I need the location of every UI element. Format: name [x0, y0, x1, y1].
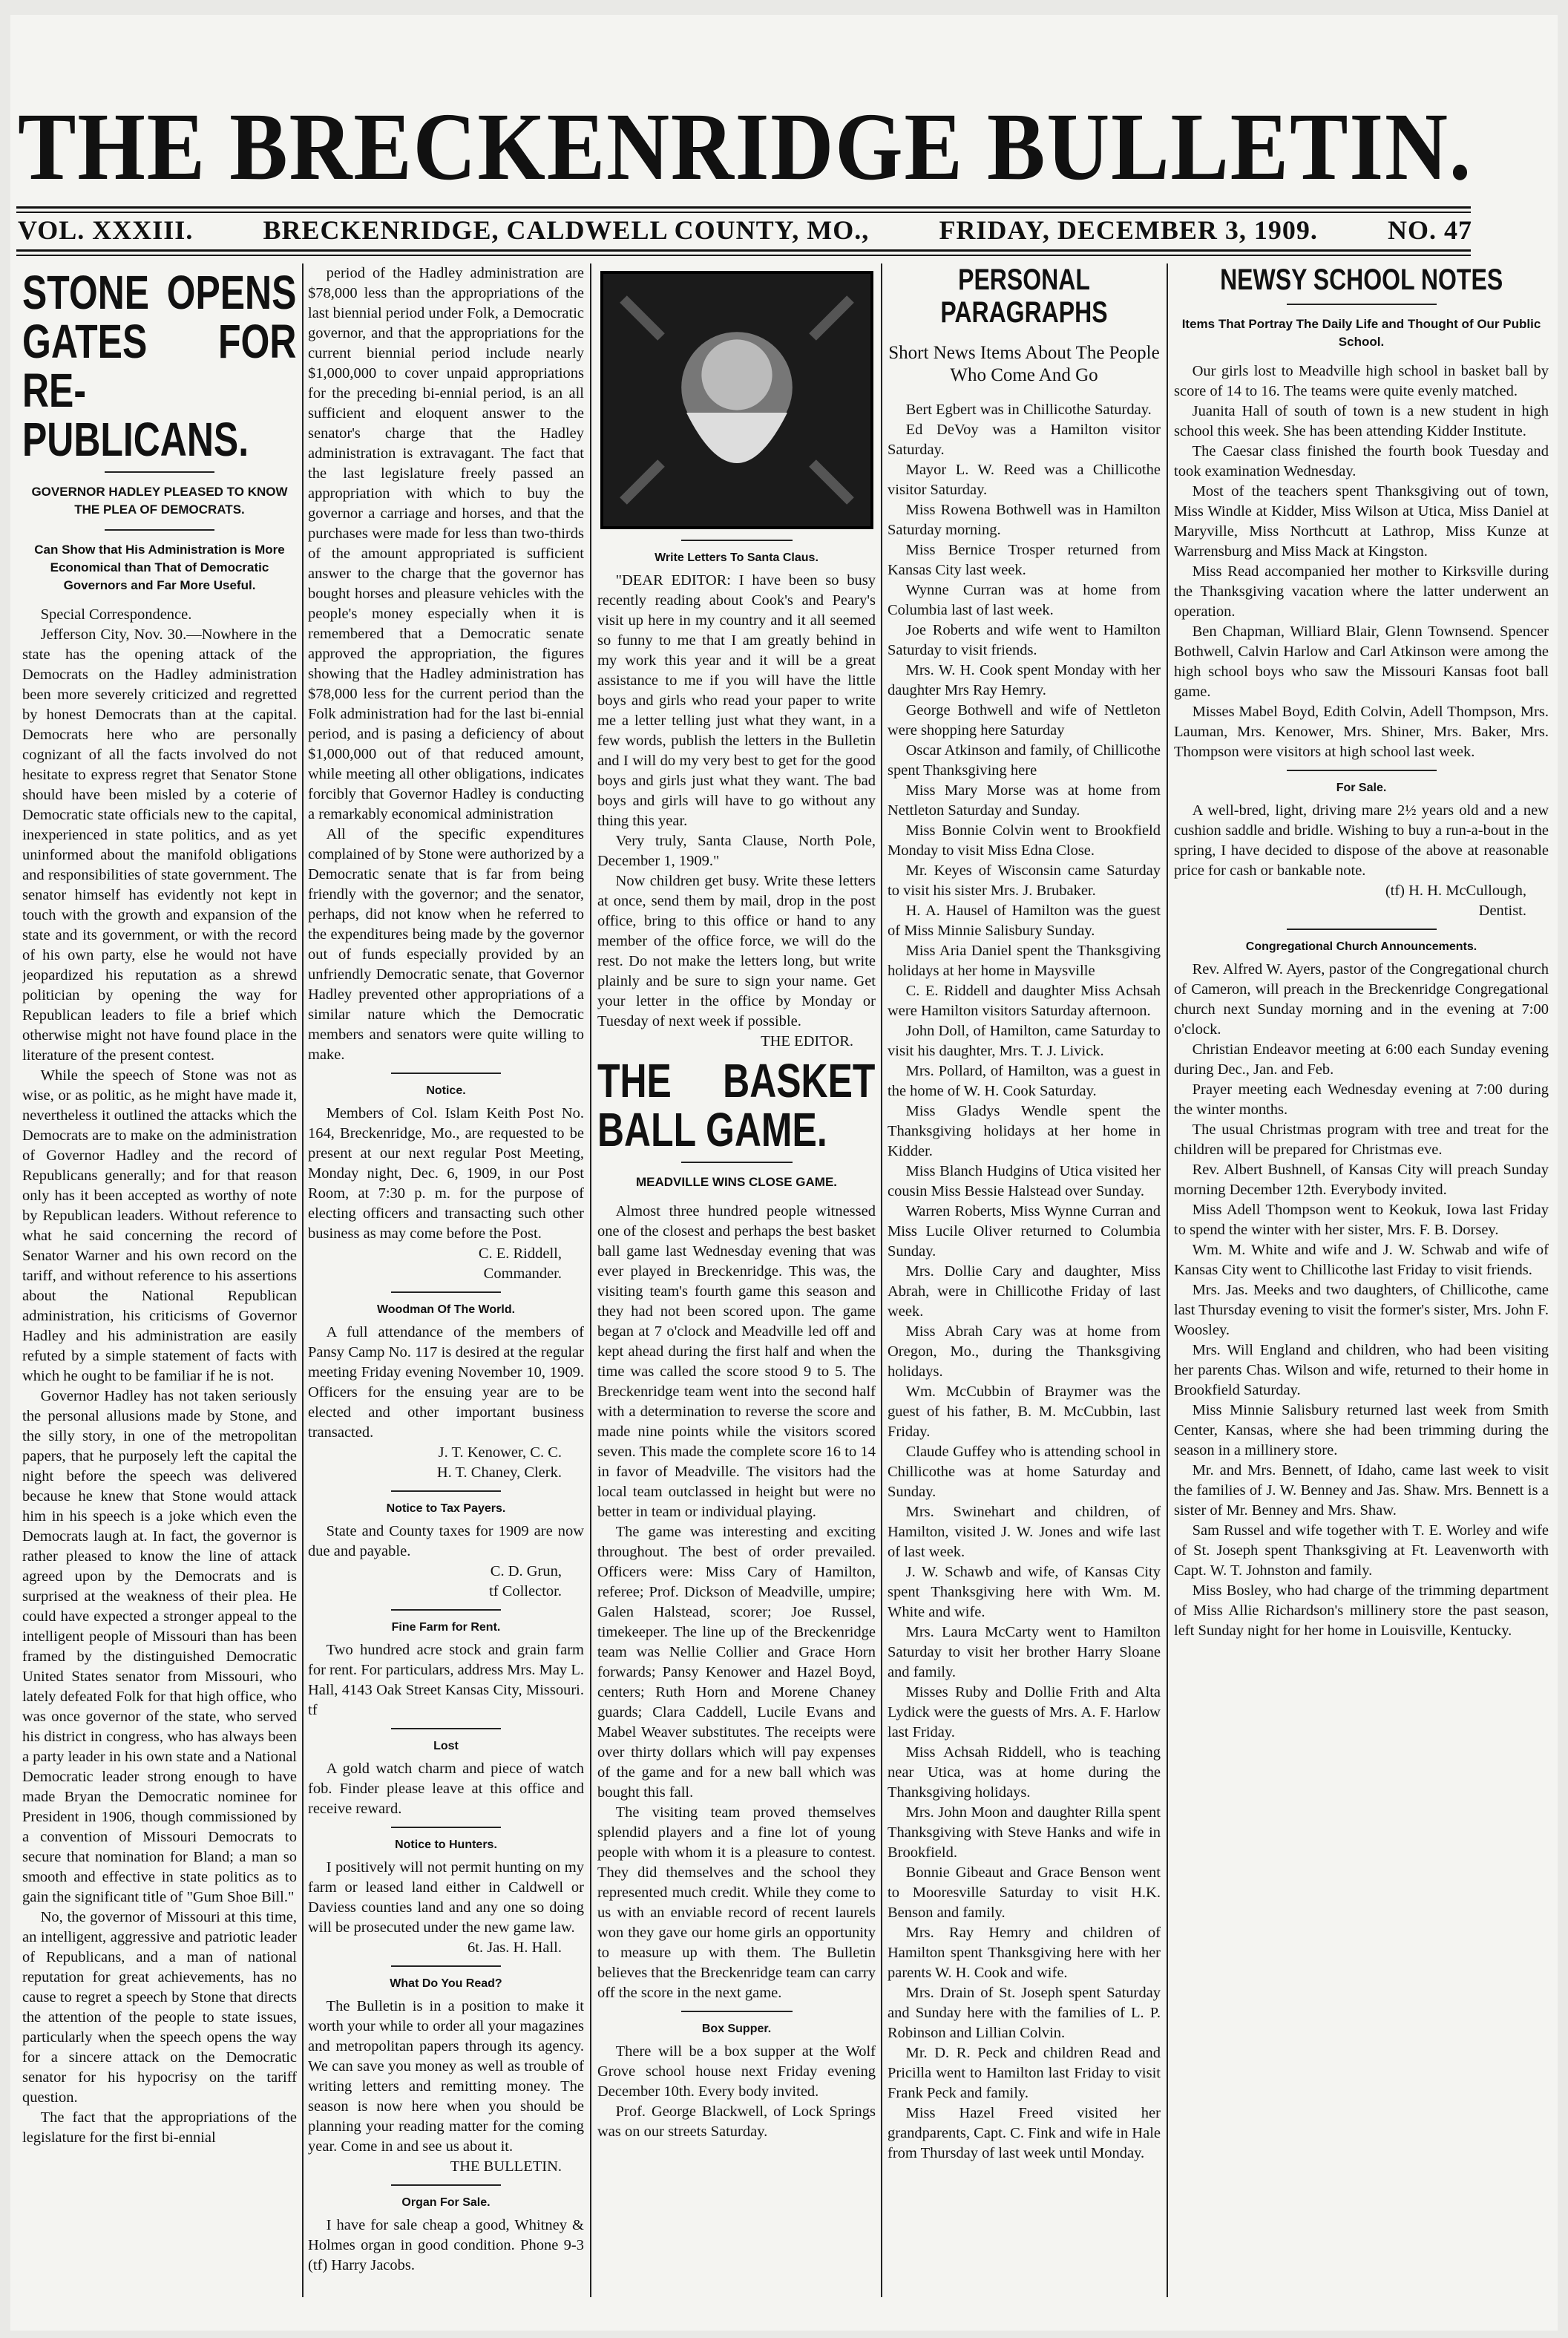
deck: MEADVILLE WINS CLOSE GAME.	[635, 1175, 838, 1189]
article-heading: Box Supper.	[701, 2023, 772, 2035]
paragraph: Oscar Atkinson and family, of Chillicothe spent Thanksgiving here	[888, 742, 1161, 779]
paragraph: Ed DeVoy was a Hamilton visitor Saturday.	[888, 422, 1161, 458]
paragraph: Miss Hazel Freed visited her grandparents, Capt. C. Fink and wife in Hale from Thursday of last week until Monday.	[888, 2105, 1161, 2161]
paragraph: Governor Hadley has not taken seriously the personal allusions made by Stone, and the silly story, in one of the metropolitan papers, that he purposely left the capital the night before the speech was delivered because he knew that Stone would attack him in his speech is a joke which even the Democrats laugh at. In fact, the governor is rather pleased to know the line of attack agreed upon by the Democrats and is surprised at the weakness of their plea. He could have expected a stronger appeal to the intelligent people of Missouri than has been framed by the distinguished Democratic United States senator from Missouri, who lately defeated Folk for that high office, who was once governor of the state, who served his district in congress, who has always been a party leader in his own state and a National Democratic leader strong enough to have made Bryan the Democratic nominee for President in 1906, though commissioned by a convention of Missouri Democrats to secure that nomination for Bland; a man so smooth and effective in state politics as to gain the significant title of "Gum Shoe Bill."	[22, 1388, 297, 1905]
paragraph: The Caesar class finished the fourth book Tuesday and took examination Wednesday.	[1174, 443, 1549, 479]
paragraph: No, the governor of Missouri at this time, an intelligent, aggressive and patriotic leader of Republicans, and a man of national reputation for great achievements, has no cause to regret a speech by Stone that directs the attention of the people to state issues, particularly when the speech opens the way for a sincere attack on the Democratic senator for his hypocrisy on the tariff question.	[22, 1909, 297, 2106]
paragraph: I have for sale cheap a good, Whitney & Holmes organ in good condition. Phone 9-3 (tf) Harry Jacobs.	[308, 2217, 584, 2273]
signature: THE EDITOR.	[761, 1033, 853, 1050]
paragraph: State and County taxes for 1909 are now due and payable.	[308, 1523, 584, 1559]
paragraph: The visiting team proved themselves splendid players and a fine lot of young people with whom it is a pleasure to contest. They did themselves and the school they represented much credit. While they come to us with an enviable record of recent laurels won they gave our home girls an opportunity to measure up with them. The Bulletin believes that the Breckenridge team can carry off the score in the next game.	[597, 1804, 876, 2001]
column-rule	[302, 263, 304, 2297]
paragraph: Claude Guffey who is attending school in Chillicothe was at home Saturday and Sunday.	[888, 1444, 1161, 1500]
divider	[681, 1162, 793, 1163]
divider	[16, 249, 1471, 256]
article-heading: Congregational Church Announcements.	[1245, 940, 1477, 953]
paragraph: There will be a box supper at the Wolf Grove school house next Friday evening December 10th. Every body invited.	[597, 2043, 876, 2100]
paragraph: Miss Read accompanied her mother to Kirksville during the Thanksgiving vacation where the latter underwent an operation.	[1174, 563, 1549, 620]
paragraph: A well-bred, light, driving mare 2½ years old and a new cushion saddle and bridle. Wishing to buy a run-a-bout in the spring, I have decided to dispose of the above at reasonable price for cash or bankable note.	[1174, 802, 1549, 879]
paragraph: Two hundred acre stock and grain farm for rent. For particulars, address Mrs. May L. Hall, 4143 Oak Street Kansas City, Missouri. tf	[308, 1642, 584, 1718]
masthead-title: THE BRECKENRIDGE BULLETIN.	[18, 94, 1473, 200]
article-heading: For Sale.	[1336, 782, 1387, 794]
paragraph: The game was interesting and exciting throughout. The best of order prevailed. Officers were: Miss Cary of Hamilton, referee; Prof. Dickson of Meadville, umpire; Galen Halstead, scorer; Joe Russel, timekeeper. The line up of the Breckenridge team was Nellie Collier and Grace Horn forwards; Pansy Kenower and Hazel Boyd, centers; Ruth Horn and Morene Chaney guards; Clara Caddell, Lucile Evans and Mabel Weaver substitutes. The receipts were over thirty dollars which will pay expenses of the game and for a new ball which was bought this fall.	[597, 1524, 876, 1801]
paragraph: Our girls lost to Meadville high school in basket ball by score of 14 to 16. The teams were quite evenly matched.	[1174, 363, 1549, 399]
divider	[391, 1728, 502, 1729]
column-rule	[590, 263, 591, 2297]
article	[1174, 929, 1549, 1200]
paragraph: Miss Abrah Cary was at home from Oregon, Mo., during the Thanksgiving holidays.	[888, 1323, 1161, 1380]
paragraph: Mr. Keyes of Wisconsin came Saturday to visit his sister Mrs. J. Brubaker.	[888, 862, 1161, 899]
divider	[391, 1827, 502, 1828]
divider	[391, 1490, 502, 1492]
signature: tf Collector.	[489, 1583, 562, 1599]
paragraph: Miss Achsah Riddell, who is teaching near Utica, was at home during the Thanksgiving holidays.	[888, 1744, 1161, 1801]
article	[1174, 1200, 1549, 1641]
paragraph: Mrs. Pollard, of Hamilton, was a guest in the home of W. H. Cook Saturday.	[888, 1063, 1161, 1099]
paragraph: Special Correspondence.	[40, 606, 192, 623]
paragraph: J. W. Schawb and wife, of Kansas City spent Thanksgiving here with Wm. M. White and wife.	[888, 1564, 1161, 1620]
paragraph: Most of the teachers spent Thanksgiving out of town, Miss Windle at Kidder, Miss Wilson at Utica, Miss Daniel at Maryville, Miss Northcutt at Lathrop, Miss Kunze at Warrensburg and Miss Mack at Kingston.	[1174, 483, 1549, 560]
signature: 6t. Jas. H. Hall.	[468, 1939, 562, 1956]
paragraph: Mrs. Dollie Cary and daughter, Miss Abrah, were in Chillicothe Friday of last week.	[888, 1263, 1161, 1320]
paragraph: Misses Mabel Boyd, Edith Colvin, Adell Thompson, Mrs. Lauman, Mrs. Kenower, Mrs. Shiner, Mrs. Baker, Mrs. Thompson were visitors at high school last week.	[1174, 704, 1549, 760]
paragraph: Very truly, Santa Clause, North Pole, December 1, 1909."	[597, 833, 876, 869]
paragraph: Mrs. Will England and children, who had been visiting her parents Chas. Wilson and wife, returned to their home in Brookfield Saturday.	[1174, 1342, 1549, 1398]
article	[597, 271, 876, 1052]
paragraph: The usual Christmas program with tree and treat for the children will be prepared for Christmas eve.	[1174, 1121, 1549, 1158]
article-heading: Notice to Tax Payers.	[386, 1502, 506, 1515]
article	[308, 263, 584, 1065]
subheadline: Short News Items About The People Who Come And Go	[888, 343, 1160, 385]
article-heading: Write Letters To Santa Claus.	[655, 551, 819, 564]
paragraph: Miss Blanch Hudgins of Utica visited her cousin Miss Bessie Halstead over Sunday.	[888, 1163, 1161, 1199]
signature: Dentist.	[1478, 903, 1526, 919]
divider	[391, 1965, 502, 1967]
paragraph: Mrs. Laura McCarty went to Hamilton Saturday to visit her brother Harry Sloane and family.	[888, 1624, 1161, 1680]
column-1	[22, 263, 297, 2312]
divider	[391, 1291, 502, 1293]
paragraph: George Bothwell and wife of Nettleton were shopping here Saturday	[888, 702, 1161, 739]
article-heading: Notice to Hunters.	[395, 1838, 497, 1851]
deck: GOVERNOR HADLEY PLEASED TO KNOW THE PLEA OF DEMOCRATS.	[31, 485, 288, 517]
article-heading: Lost	[433, 1740, 459, 1752]
signature: THE BULLETIN.	[450, 2158, 562, 2175]
paragraph: The fact that the appropriations of the legislature for the first bi-ennial	[22, 2109, 297, 2146]
paragraph: John Doll, of Hamilton, came Saturday to visit his daughter, Mrs. T. J. Livick.	[888, 1023, 1161, 1059]
headline: STONE OPENS GATES FOR RE-PUBLICANS.	[22, 266, 297, 466]
signature: C. E. Riddell,	[478, 1245, 562, 1262]
article	[1174, 770, 1549, 921]
deck: Items That Portray The Daily Life and Thought of Our Public School.	[1181, 317, 1541, 349]
paragraph: Mr. and Mrs. Bennett, of Idaho, came last week to visit the families of J. W. Benney and Jas. Shaw. Mrs. Bennett is a sister of Mr. Benney and Mrs. Shaw.	[1174, 1462, 1549, 1519]
paragraph: Mrs. Drain of St. Joseph spent Saturday and Sunday here with the families of L. P. Robinson and Lillian Colvin.	[888, 1985, 1161, 2041]
article	[308, 1728, 584, 1819]
article	[22, 268, 297, 2148]
paragraph: Warren Roberts, Miss Wynne Curran and Miss Lucile Oliver returned to Columbia Sunday.	[888, 1203, 1161, 1260]
paragraph: Mr. D. R. Peck and children Read and Pricilla went to Hamilton last Friday to visit Frank Peck and family.	[888, 2045, 1161, 2101]
paragraph: Miss Bosley, who had charge of the trimming department of Miss Allie Richardson's millinery store the past season, left Sunday night for her home in Louisville, Kentucky.	[1174, 1582, 1549, 1639]
column-5	[1174, 263, 1549, 2312]
section-title: NEWSY SCHOOL NOTES	[1219, 263, 1503, 296]
paragraph: Miss Rowena Bothwell was in Hamilton Saturday morning.	[888, 502, 1161, 538]
paragraph: Bonnie Gibeaut and Grace Benson went to Mooresville Saturday to visit H.K. Benson and family.	[888, 1864, 1161, 1921]
paragraph: Miss Aria Daniel spent the Thanksgiving holidays at her home in Maysville	[888, 943, 1161, 979]
signature: J. T. Kenower, C. C.	[438, 1444, 562, 1461]
paragraph: period of the Hadley administration are $78,000 less than the appropriations of the last biennial period under Folk, a Democratic governor, and that the appropriations for the current biennial period include nearly $1,000,000 to cover unpaid appropriations for the preceding bi-ennial period, is an all sufficient and eloquent answer to the senator's charge that the Hadley administration is extravagant. The fact that the last legislature freely passed an appropriation with which to buy the governor a carriage and horses, and that the purchases were made for less than two-thirds of the amount appropriated is sufficient answer to the charge that the governor has bought horses and pleasure vehicles with the people's money especially when it is remembered that a Democratic senate approved the appropriation, the figures showing that the Hadley administration has $78,000 less for the current period than the Folk administration had for the last bi-ennial period, and is pasing a deficiency of about $1,000,000 out of that reduced amount, while meeting all other obligations, indicates forcibly that Governor Hadley is conducting a remarkably economical administration	[308, 265, 584, 822]
article	[308, 1965, 584, 2177]
divider	[1287, 929, 1437, 930]
paragraph: Prayer meeting each Wednesday evening at 7:00 during the winter months.	[1174, 1081, 1549, 1118]
column-4	[888, 263, 1161, 2312]
paragraph: All of the specific expenditures complained of by Stone were authorized by a Democratic senate that is far from being friendly with the governor; and the senator, perhaps, did not know when he referred to the expenditures being made by the governor out of funds especially provided by an unfriendly Democratic senate, that Governor Hadley prevented other appropriations of a similar nature which the Democratic members and senators were quite willing to make.	[308, 826, 584, 1063]
paragraph: Miss Minnie Salisbury returned last week from Smith Center, Kansas, where she had been trimming during the season in a millinery store.	[1174, 1402, 1549, 1458]
divider	[105, 471, 214, 473]
masthead	[18, 95, 1472, 199]
divider	[681, 540, 793, 541]
signature: C. D. Grun,	[490, 1563, 562, 1579]
article-heading: Woodman Of The World.	[376, 1303, 516, 1316]
signature: Commander.	[483, 1265, 562, 1282]
divider	[1287, 770, 1437, 771]
divider	[1287, 304, 1437, 305]
paragraph: C. E. Riddell and daughter Miss Achsah were Hamilton visitors Saturday afternoon.	[888, 983, 1161, 1019]
paragraph: Miss Adell Thompson went to Keokuk, Iowa last Friday to spend the winter with her sister, Mrs. F. B. Dorsey.	[1174, 1202, 1549, 1238]
signature: H. T. Chaney, Clerk.	[436, 1464, 562, 1481]
article	[308, 1291, 584, 1483]
paragraph: Joe Roberts and wife went to Hamilton Saturday to visit friends.	[888, 622, 1161, 658]
paragraph: Miss Mary Morse was at home from Nettleton Saturday and Sunday.	[888, 782, 1161, 819]
article	[308, 2184, 584, 2276]
paragraph: Mrs. W. H. Cook spent Monday with her daughter Mrs Ray Hemry.	[888, 662, 1161, 698]
paragraph: Jefferson City, Nov. 30.—Nowhere in the state has the opening attack of the Democrats on the Hadley administration been more severely criticized and regretted by honest Democrats than at the capital. Democrats here who are personally cognizant of all the facts involved do not hesitate to express regret that Senator Stone should have been misled by a coterie of Democratic state officials new to the capital, inexperienced in state politics, and as yet uninformed about the manifold obligations and responsibilities of state government. The senator himself has evidently not kept in touch with the growth and expansion of the state and its government, or with the record of his own party, else he would not have jeopardized his reputation as a shrewd politician by opening the way for Republican leaders to file a brief which otherwise might not have found place in the literature of the present contest.	[22, 626, 297, 1064]
paragraph: Almost three hundred people witnessed one of the closest and perhaps the best basket ball game last Wednesday evening that was ever played in Breckenridge. This was, the visiting team's fourth game this season and they had not been scored upon. The game began at 7 o'clock and Meadville led off and kept ahead during the first half and when the time was called the score stood 9 to 5. The Breckenridge team went into the second half with a determination to reverse the score and made nine points while the visitors scored seven. This made the complete score 16 to 14 in favor of Meadville. The visitors had the local team outclassed in height but were no better in team or individual playing.	[597, 1203, 876, 1520]
paragraph: Miss Bernice Trosper returned from Kansas City last week.	[888, 542, 1161, 578]
paragraph: Sam Russel and wife together with T. E. Worley and wife of St. Joseph spent Thanksgiving at Ft. Leavenworth with Capt. W. T. Johnston and family.	[1174, 1522, 1549, 1579]
article	[308, 1609, 584, 1720]
divider	[391, 1073, 502, 1074]
paragraph: I positively will not permit hunting on my farm or leased land either in Caldwell or Daviess counties land and any one so doing will be prosecuted under the new game law.	[308, 1859, 584, 1936]
article-heading: Notice.	[426, 1084, 466, 1097]
santa-claus-illustration	[600, 271, 873, 529]
paragraph: Mrs. John Moon and daughter Rilla spent Thanksgiving with Steve Hanks and wife in Brookfield.	[888, 1804, 1161, 1861]
paragraph: Christian Endeavor meeting at 6:00 each Sunday evening during Dec., Jan. and Feb.	[1174, 1041, 1549, 1078]
paragraph: Mrs. Ray Hemry and children of Hamilton spent Thanksgiving here with her parents W. H. Cook and wife.	[888, 1925, 1161, 1981]
paragraph: While the speech of Stone was not as wise, or as politic, as he might have made it, nevertheless it outlined the attacks which the Democrats are to make on the administration of Governor Hadley and the record of Republicans generally; and for that reason only has it been accepted as worthy of note by Republican leaders. Without reference to what he said concerning the record of Senator Warner and his own record on the tariff, and without reference to his assertions about the National Republican administration, his criticisms of Governor Hadley and his administration are easily refuted by a simple statement of facts with which he ought to be familiar if he is not.	[22, 1067, 297, 1384]
dateline	[18, 215, 1472, 245]
column-2	[308, 263, 584, 2312]
column-rule	[881, 263, 882, 2297]
deck: Can Show that His Administration is More Economical than That of Democratic Governors and Far More Useful.	[34, 543, 285, 592]
paragraph: "DEAR EDITOR: I have been so busy recently reading about Cook's and Peary's visit up here in my country and it all seemed so funny to me that I am greatly behind in my work this year and it will be a great assistance to me if you will have the little boys and girls who read your paper to write me a letter telling just what they want, in a few words, publish the letters in the Bulletin and I will do my very best to get for the good boys and girls just what they want. The bad boys and girls will have to go without any thing this year.	[597, 572, 876, 829]
paragraph: Rev. Albert Bushnell, of Kansas City will preach Sunday morning December 12th. Everybody invited.	[1174, 1162, 1549, 1198]
signature: (tf) H. H. McCullough,	[1385, 883, 1526, 899]
article	[597, 1056, 876, 2003]
article	[308, 1490, 584, 1602]
article	[308, 1827, 584, 1958]
paragraph: Prof. George Blackwell, of Lock Springs was on our streets Saturday.	[597, 2103, 876, 2140]
paragraph: Juanita Hall of south of town is a new student in high school this week. She has been attending Kidder Institute.	[1174, 403, 1549, 439]
paragraph: Miss Gladys Wendle spent the Thanksgiving holidays at her home in Kidder.	[888, 1103, 1161, 1159]
paragraph: Bert Egbert was in Chillicothe Saturday.	[905, 402, 1152, 418]
divider	[105, 529, 214, 531]
paragraph: Wm. McCubbin of Braymer was the guest of his father, B. M. McCubbin, last Friday.	[888, 1384, 1161, 1440]
article	[308, 1073, 584, 1284]
article	[888, 263, 1161, 2164]
article-heading: What Do You Read?	[390, 1977, 502, 1990]
article	[597, 2011, 876, 2142]
divider	[681, 2011, 793, 2012]
paragraph: Now children get busy. Write these letters at once, send them by mail, drop in the post office, bring to this office or hand to any member of the office force, we will do the rest. Do not make the letters long, but write plainly and be sure to sign your name. Get your letter in the office by Monday or Tuesday of next week if possible.	[597, 873, 876, 1029]
paragraph: H. A. Hausel of Hamilton was the guest of Miss Minnie Salisbury Sunday.	[888, 903, 1161, 939]
paragraph: Members of Col. Islam Keith Post No. 164, Breckenridge, Mo., are requested to be present at our next regular Post Meeting, Monday night, Dec. 6, 1909, in our Post Room, at 7:30 p. m. for the purpose of electing officers and transacting such other business as may come before the Post.	[308, 1105, 584, 1242]
issue-number: NO. 47	[1388, 215, 1472, 245]
article	[1174, 263, 1549, 762]
paragraph: The Bulletin is in a position to make it worth your while to order all your magazines and metropolitan papers through its agency. We can save you money as well as trouble of writing letters and remitting money. The season is now here when you should be planning your reading matter for the coming year. Come in and see us about it.	[308, 1998, 584, 2155]
section-title: PERSONAL PARAGRAPHS	[940, 263, 1108, 329]
place: BRECKENRIDGE, CALDWELL COUNTY, MO.,	[263, 215, 870, 245]
paragraph: Misses Ruby and Dollie Frith and Alta Lydick were the guests of Mrs. A. F. Harlow last Friday.	[888, 1684, 1161, 1741]
paragraph: Miss Bonnie Colvin went to Brookfield Monday to visit Miss Edna Close.	[888, 822, 1161, 859]
paragraph: Mrs. Jas. Meeks and two daughters, of Chillicothe, came last Thursday evening to visit the former's sister, Mrs. John F. Woosley.	[1174, 1282, 1549, 1338]
paragraph: Ben Chapman, Williard Blair, Glenn Townsend. Spencer Bothwell, Calvin Harlow and Carl Atkinson were among the high school boys who saw the Missouri Kansas foot ball game.	[1174, 623, 1549, 700]
paragraph: Mayor L. W. Reed was a Chillicothe visitor Saturday.	[888, 462, 1161, 498]
paragraph: A full attendance of the members of Pansy Camp No. 117 is desired at the regular meeting Friday evening November 10, 1909. Officers for the ensuing year are to be elected and other important business transacted.	[308, 1324, 584, 1441]
date: FRIDAY, DECEMBER 3, 1909.	[939, 215, 1318, 245]
volume: VOL. XXXIII.	[18, 215, 194, 245]
paragraph: A gold watch charm and piece of watch fob. Finder please leave at this office and receive reward.	[308, 1761, 584, 1817]
divider	[391, 2184, 502, 2186]
paragraph: Wynne Curran was at home from Columbia last of last week.	[888, 582, 1161, 618]
column-3	[597, 263, 876, 2312]
divider	[391, 1609, 502, 1611]
article-heading: Fine Farm for Rent.	[391, 1621, 501, 1634]
paragraph: Rev. Alfred W. Ayers, pastor of the Congregational church of Cameron, will preach in the Breckenridge Congregational church next Sunday morning and in the evening at 7:00 o'clock.	[1174, 961, 1549, 1038]
column-rule	[1167, 263, 1168, 2297]
article-heading: Organ For Sale.	[401, 2196, 491, 2209]
headline: THE BASKET BALL GAME.	[597, 1054, 876, 1156]
paragraph: Mrs. Swinehart and children, of Hamilton, visited J. W. Jones and wife last of last week.	[888, 1504, 1161, 1560]
paragraph: Wm. M. White and wife and J. W. Schwab and wife of Kansas City went to Chillicothe last Friday to visit friends.	[1174, 1242, 1549, 1278]
divider	[16, 206, 1471, 213]
